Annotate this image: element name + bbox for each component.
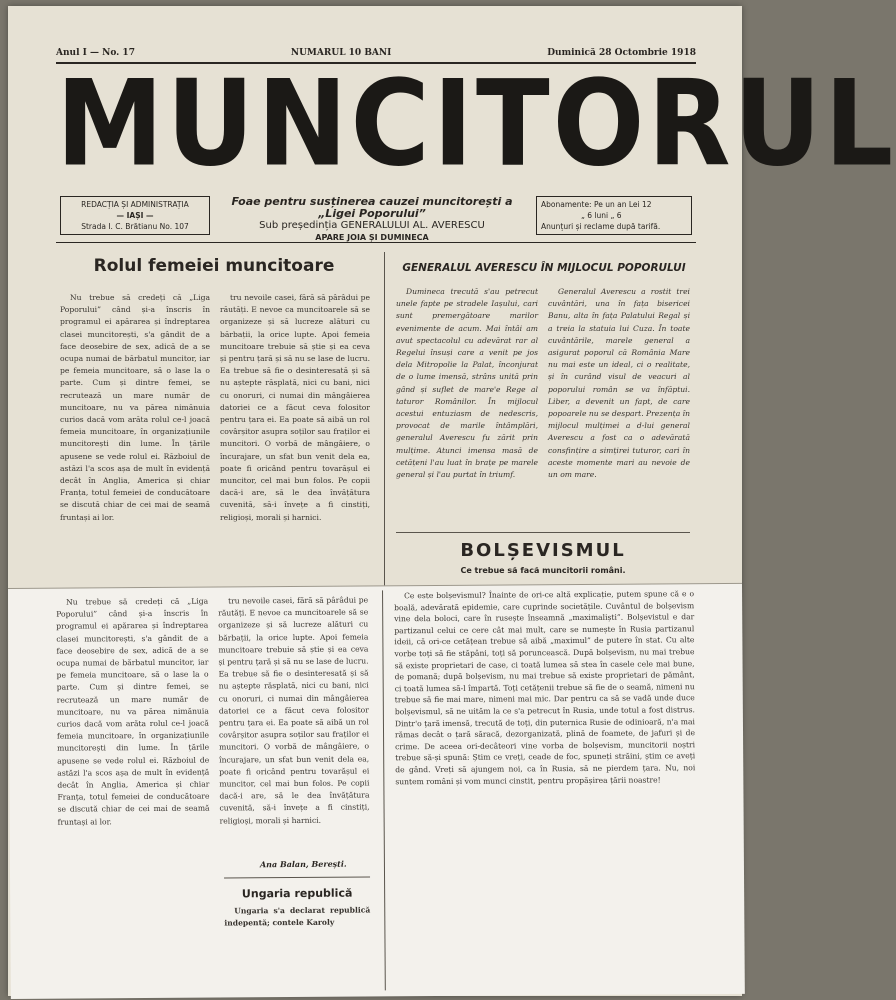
subhead-bolshevism: Ce trebue să facă muncitorii români.: [460, 566, 626, 575]
header-rule-bottom: [56, 242, 696, 243]
subscriptions-line-1: Abonamente: Pe un an Lei 12: [541, 200, 652, 209]
subscriptions-line-2: „ 6 luni „ 6: [581, 211, 622, 220]
masthead-title: MUNCITORUL: [56, 55, 896, 194]
redaction-city: — IAȘI —: [116, 211, 154, 220]
hungary-divider: [224, 876, 370, 878]
headline-hungary: Ungaria republică: [241, 886, 353, 901]
subtitle-line-1: Foae pentru susținerea cauzei muncitorești a „Ligei Poporului”: [231, 195, 513, 220]
article-averescu-col-2: [548, 286, 690, 526]
headline-averescu: GENERALUL AVERESCU ÎN MIJLOCUL POPORULUI: [402, 262, 686, 274]
headline-women: Rolul femeiei muncitoare: [93, 256, 335, 276]
column-divider: [384, 252, 385, 588]
article-bolshevism-text: Ce este bolșevismul? Înainte de ori-ce altă explicație, putem spune că e o boală, adevărată epidemie, care cuprinde societățile. Cuvântul de bolșevism vine dela boloci, care în rusește înseamnă „maximaliști”. Bolșevistul e dar partizanul celui ce cere cât mai mult, care se numește în Rusia partizanul ideii, că ori-ce cetățean trebue să aibă „maximul” de putere în stat. Cu alte vorbe toți să fie stăpâni, toți să poruncească. După bolșevism, nu mai trebue să existe proprietari de case, ci toată lumea să stea în casele cele mai bune, de pomană; după bolșevism, nu mai trebue să existe proprietari de pământ, ci toată lumea să-l împartă. Toți cetățenii trebue să fie de o seamă, nimeni nu trebue să fie mai mare, nimeni mai mic. Dar pentru ca să se vadă unde duce bolșevismul, să ne uităm la ce s'a petrecut în Rusia, unde totul a fost distrus. Dintr'o țară imensă, trecută de toți, din puternica Rusie de odinioară, n'a mai rămas decât o țară săracă, dezorganizată, plină de foamete, de jafuri și de crime. De aceea ori-decâteori vine vorba de bolșevism, muncitorii noștri trebue să-și spună: Știm ce vreți, ceade de foc, spuneți străini, știm ce aveți de gând. Vreți să ajungem noi, ca în Rusia, să ne pierdem țara. Nu, noi suntem români și vom munci cinstit, pentru propășirea țării noastre!: [394, 589, 696, 786]
article-signature: Ana Balan, Berești.: [259, 858, 347, 870]
subtitle-line-3: APARE JOIA ȘI DUMINECA: [315, 233, 429, 242]
lower-column-divider: [382, 590, 386, 990]
article-bolshevism-body: [394, 588, 697, 990]
headline-bolshevism: BOLȘEVISMUL: [460, 540, 626, 561]
article-averescu-col-1-text: Dumineca trecută s'au petrecut unele fapte pe stradele Iașului, cari sunt premergătoare marilor evenimente de acum. Mai întâi am avut spectacolul cu adevărat rar al Regelui însuși care a venit pe jos dela Mitropolie la Palat, înconjurat de o lume imensă, strâns unită prin gând și suflet de mare'e Rege al taturor Românilor. În mijlocul acestui entuziasm de nedescris, provocat de marile întâmplări, generalul Averescu fu zărit prin mulțime. Atunci imensa masă de cetățeni l'au luat în brațe pe marele general și l'au purtat în triumf.: [396, 287, 538, 480]
article-women-col-2-continued: [218, 594, 370, 857]
article-averescu-col-1: [396, 286, 538, 526]
newspaper-page: [8, 6, 896, 996]
lower-sheet: [8, 583, 745, 999]
article-women-col-2-text: tru nevoile casei, fără să pârâdui pe răutăți. E nevoe ca muncitoarele să se organizeze și să lucreze alături cu bărbații, la orice lupte. Apoi femeia muncitoare trebuie să știe și ea ceva și pentru țară și să nu se lase de lucru. Ea trebue să fie o desinteresată și să nu aștepte răsplată, nici cu bani, nici cu onoruri, ci numai din mângâierea datoriei ce a făcut ceva folositor pentru țara ei. Ea poate să aibă un rol covârșitor asupra soților sau fraților ei muncitori. O vorbă de mângâiere, o încurajare, un sfat bun venit dela ea, poate fi oricând pentru tovarășul ei muncitor, cel mai bun folos. Pe copii dacă-i are, să le dea învățătura cuvenită, să-i învețe a fi cinstiți, religioși, morali și harnici.: [220, 293, 370, 522]
article-women-col-2-continued-text: tru nevoile casei, fără să pârâdui pe răutăți. E nevoe ca muncitoarele să se organizeze și să lucreze alături cu bărbații, la orice lupte. Apoi femeia muncitoare trebuie să știe și ea ceva și pentru țară și să nu se lase de lucru. Ea trebue să fie o desinteresată și să nu aștepte răsplată, nici cu bani, nici cu onoruri, ci numai din mângâierea datoriei ce a făcut ceva folositor pentru țara ei. Ea poate să aibă un rol covârșitor asupra soților sau fraților ei muncitori. O vorbă de mângâiere, o încurajare, un sfat bun venit dela ea, poate fi oricând pentru tovarășul ei muncitor, cel mai bun folos. Pe copii dacă-i are, să le dea învățătura cuvenită, să-i învețe a fi cinstiți, religioși, morali și harnici.: [218, 595, 370, 826]
redaction-address: Strada I. C. Brătianu No. 107: [81, 222, 189, 231]
issue-price: NUMARUL 10 BANI: [290, 48, 392, 58]
masthead-subtitle: [222, 196, 522, 244]
article-women-continued-text: Nu trebue să credeți că „Liga Poporului” când și-a înscris în programul ei apărarea și îndreptarea clasei muncitorești, s'a gândit de a face deosebire de sex, adică de a se ocupa numai de bărbatul muncitor, iar pe femeia muncitoare, să o lase la o parte. Cum și dintre femei, se recrutează un mare număr de muncitoare, nu va părea nimănuia curios dacă vom arăta rolul ce-l joacă femeia muncitoare, în organizațiunile muncitorești din lume. În țările apusene se vede rolul ei. Războiul de astăzi l'a scos așa de mult în evidență decât în Anglia, America și chiar Franța, totul femeiei de conducătoare se discută chiar de cei mai de seamă fruntași ai lor.: [56, 596, 210, 827]
article-women-col-2: [220, 292, 370, 588]
issue-number: Anul I — No. 17: [56, 48, 135, 58]
subtitle-line-2: Sub președinția GENERALULUI AL. AVERESCU: [259, 220, 485, 231]
article-women-col-1-text: Nu trebue să credeți că „Liga Poporului” când și-a înscris în programul ei apărarea și îndreptarea clasei muncitorești, s'a gândit de a face deosebire de sex, adică de a se ocupa numai de bărbatul muncitor, iar pe femeia muncitoare, să o lase la o parte. Cum și dintre femei, se recrutează un mare număr de muncitoare, nu va părea nimănuia curios dacă vom arăta rolul ce-l joacă femeia muncitoare, în organizațiunile muncitorești din lume. În țările apusene se vede rolul ei. Războiul de astăzi l'a scos așa de mult în evidență decât în Anglia, America și chiar Franța, totul femeiei de conducătoare se discută chiar de cei mai de seamă fruntași ai lor.: [60, 293, 210, 522]
subscriptions-line-3: Anunțuri și reclame după tarifă.: [541, 222, 661, 231]
article-women-continued: [56, 596, 211, 997]
redaction-box: [60, 196, 210, 235]
article-hungary-body: [224, 904, 371, 985]
article-women-col-1: [60, 292, 210, 588]
section-divider: [396, 532, 690, 533]
article-averescu-col-2-text: Generalul Averescu a rostit trei cuvântări, una în fața bisericei Banu, alta în fața Palatului Regal și a treia la statuia lui Cuza. În toate cuvântările, marele general a asigurat poporul că România Mare nu mai este un ideal, ci o realitate, și în curând visul de veacuri al poporului român se va înfăptui. Liber, a devenit un fapt, de care popoarele nu se despart. Prezența în mijlocul mulțimei a d-lui general Averescu a fost ca o adevărată consfințire a simțirei tuturor, cari în aceste momente mari au nevoie de un om mare.: [548, 287, 690, 480]
issue-date: Duminică 28 Octombrie 1918: [547, 48, 696, 58]
subscriptions-box: [536, 196, 692, 235]
article-hungary-text: Ungaria s'a declarat republică indepentă; contele Karoly: [224, 905, 371, 928]
redaction-label: REDACȚIA ȘI ADMINISTRAȚIA: [81, 200, 189, 209]
